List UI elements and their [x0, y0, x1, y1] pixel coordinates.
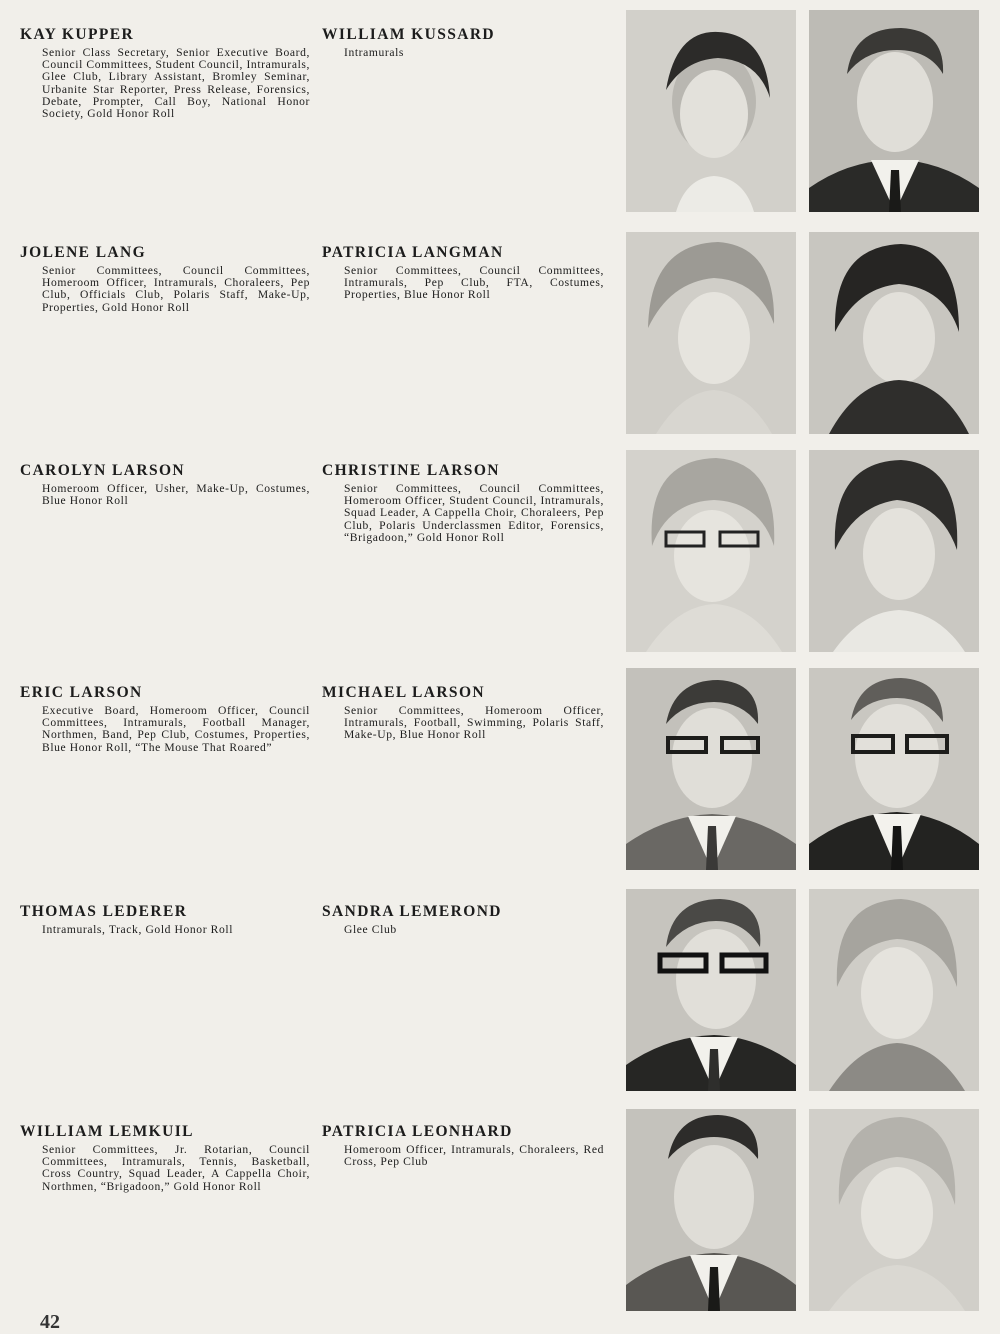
student-name: ERIC LARSON [20, 684, 143, 701]
student-name: SANDRA LEMEROND [322, 903, 502, 920]
student-activities: Senior Committees, Council Committees, Homeroom Officer, Intramurals, Choraleers, Pep Club, Officials Club, Polaris Staff, Make-Up, Properties, Gold Honor Roll [42, 264, 310, 314]
student-name: MICHAEL LARSON [322, 684, 485, 701]
portrait-photo [626, 1109, 796, 1311]
portrait-photo [626, 450, 796, 652]
student-activities: Senior Committees, Council Committees, Homeroom Officer, Student Council, Intramurals, Squad Leader, A Cappella Choir, Choraleers, Pep Club, Polaris Underclassmen Editor, Forensics, “Brigadoon,” Gold Honor Roll [344, 482, 604, 544]
student-activities: Homeroom Officer, Usher, Make-Up, Costumes, Blue Honor Roll [42, 482, 310, 508]
student-activities: Homeroom Officer, Intramurals, Choraleers, Red Cross, Pep Club [344, 1143, 604, 1169]
student-activities: Senior Committees, Homeroom Officer, Intramurals, Football, Swimming, Polaris Staff, Make-Up, Blue Honor Roll [344, 704, 604, 742]
portrait-photo [809, 1109, 979, 1311]
portrait-photo [809, 889, 979, 1091]
student-activities: Intramurals, Track, Gold Honor Roll [42, 923, 234, 936]
student-name: KAY KUPPER [20, 26, 135, 43]
student-activities: Intramurals [344, 46, 405, 59]
portrait-photo [809, 232, 979, 434]
student-name: WILLIAM LEMKUIL [20, 1123, 194, 1140]
student-entry-m-larson [322, 684, 604, 742]
portrait-photo [626, 232, 796, 434]
student-entry-ch-larson [322, 462, 604, 544]
student-entry-lemerond [322, 903, 604, 936]
student-row-4 [0, 668, 1000, 878]
page-number: 42 [40, 1311, 60, 1333]
student-row-3 [0, 450, 1000, 660]
student-row-1 [0, 10, 1000, 220]
student-entry-e-larson [20, 684, 310, 754]
student-activities: Senior Class Secretary, Senior Executive Board, Council Committees, Student Council, Intramurals, Glee Club, Library Assistant, Bromley Seminar, Urbanite Star Reporter, Press Release, Forensics, Debate, Prompter, Call Boy, National Honor Society, Gold Honor Roll [42, 46, 311, 121]
student-name: PATRICIA LANGMAN [322, 244, 504, 261]
student-activities: Senior Committees, Jr. Rotarian, Council Committees, Intramurals, Tennis, Basketball, Cross Country, Squad Leader, A Cappella Choir, Northmen, “Brigadoon,” Gold Honor Roll [42, 1143, 310, 1193]
portrait-photo [626, 889, 796, 1091]
student-activities: Glee Club [344, 923, 397, 936]
portrait-photo [809, 450, 979, 652]
student-row-2 [0, 232, 1000, 442]
student-entry-lemkuil [20, 1123, 310, 1193]
student-name: JOLENE LANG [20, 244, 147, 261]
student-entry-langman [322, 244, 604, 302]
student-name: WILLIAM KUSSARD [322, 26, 496, 43]
student-entry-kussard [322, 26, 604, 59]
student-entry-kupper [20, 26, 310, 120]
student-activities: Executive Board, Homeroom Officer, Council Committees, Intramurals, Football Manager, Northmen, Band, Pep Club, Costumes, Properties, Blue Honor Roll, “The Mouse That Roared” [42, 704, 310, 754]
student-name: THOMAS LEDERER [20, 903, 188, 920]
portrait-photo [626, 668, 796, 870]
portrait-photo [626, 10, 796, 212]
student-name: PATRICIA LEONHARD [322, 1123, 513, 1140]
student-entry-lederer [20, 903, 310, 936]
student-entry-lang [20, 244, 310, 314]
student-row-6 [0, 1109, 1000, 1319]
portrait-photo [809, 668, 979, 870]
portrait-photo [809, 10, 979, 212]
student-name: CHRISTINE LARSON [322, 462, 500, 479]
student-row-5 [0, 889, 1000, 1099]
student-entry-c-larson [20, 462, 310, 507]
student-name: CAROLYN LARSON [20, 462, 186, 479]
student-entry-leonhard [322, 1123, 604, 1168]
student-activities: Senior Committees, Council Committees, Intramurals, Pep Club, FTA, Costumes, Properties, Blue Honor Roll [344, 264, 604, 302]
